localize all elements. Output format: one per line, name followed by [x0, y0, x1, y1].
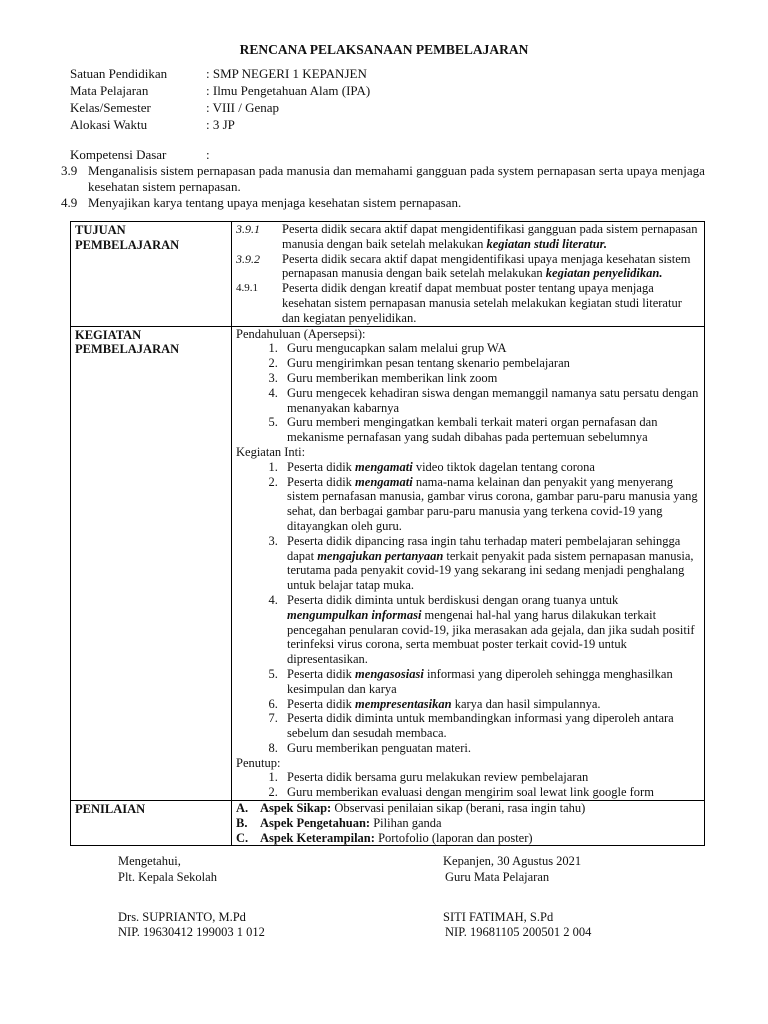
kompetensi-text: Menyajikan karya tentang upaya menjaga kesehatan sistem pernapasan.: [88, 195, 462, 210]
item-text: mengenai hal-hal yang harus dilakukan terkait pencegahan penularan covid-19, jika merasakan ada gejala, dan jika sudah positif terinfeksi virus corona, serta membuat poster terkait covid-19 untuk dipresentasikan.: [287, 607, 695, 667]
penilaian-content: [232, 801, 705, 846]
item-letter: B.: [236, 815, 248, 830]
penilaian-list: [236, 801, 700, 845]
list-item: 3. Guru memberikan memberikan link zoom: [281, 371, 700, 386]
tujuan-item: [236, 222, 700, 252]
inti-label: Kegiatan Inti:: [236, 444, 306, 459]
tujuan-content: [232, 222, 705, 327]
sign-left-line2: Plt. Kepala Sekolah: [118, 870, 217, 884]
list-item: [281, 711, 700, 741]
identity-row: [70, 66, 370, 83]
kompetensi-colon: :: [206, 147, 210, 162]
kompetensi-label: Kompetensi Dasar: [70, 147, 167, 162]
sign-left-name: Drs. SUPRIANTO, M.Pd: [118, 910, 246, 924]
penilaian-item: [236, 831, 700, 846]
penutup-label: Penutup:: [236, 755, 281, 770]
item-text: Peserta didik: [287, 696, 356, 711]
tujuan-emphasis: kegiatan studi literatur.: [486, 236, 607, 251]
list-item: [281, 697, 700, 712]
item-text: Pilihan ganda: [370, 815, 442, 830]
tujuan-num: 3.9.2: [236, 251, 260, 266]
item-emphasis: mengumpulkan informasi: [287, 607, 422, 622]
pendahuluan-label: Pendahuluan (Apersepsi):: [236, 326, 366, 341]
sign-left-line1: Mengetahui,: [118, 854, 181, 868]
list-item: [281, 534, 700, 593]
kegiatan-row: [71, 326, 705, 801]
penilaian-header: PENILAIAN: [71, 801, 232, 846]
identity-label: Kelas/Semester: [70, 100, 151, 115]
list-item: 2. Guru memberikan evaluasi dengan mengirim soal lewat link google form: [281, 785, 700, 800]
item-emphasis: mengamati: [355, 474, 413, 489]
rpp-table: [70, 221, 705, 846]
tujuan-row: [71, 222, 705, 327]
tujuan-header: TUJUAN PEMBELAJARAN: [71, 222, 232, 327]
item-text: video tiktok dagelan tentang corona: [412, 459, 595, 474]
sign-left-nip: NIP. 19630412 199003 1 012: [118, 925, 265, 939]
kompetensi-text: Menganalisis sistem pernapasan pada manusia dan memahami gangguan pada system pernapasan serta upaya menjaga kesehatan sistem pernapasan.: [88, 163, 705, 194]
identity-label: Satuan Pendidikan: [70, 66, 168, 81]
tujuan-text: Peserta didik dengan kreatif dapat membuat poster tentang upaya menjaga kesehatan sistem pernapasan manusia setelah melakukan kegiatan studi literatur dan kegiatan penyelidikan.: [282, 281, 682, 325]
item-emphasis: mengasosiasi: [355, 666, 424, 681]
identity-value: : 3 JP: [206, 117, 235, 132]
list-item: 2. Guru mengirimkan pesan tentang skenario pembelajaran: [281, 356, 700, 371]
item-text: karya dan hasil simpulannya.: [451, 696, 601, 711]
item-emphasis: mempresentasikan: [355, 696, 452, 711]
kompetensi-num: 4.9: [61, 195, 78, 210]
kegiatan-header: KEGIATAN PEMBELAJARAN: [71, 326, 232, 801]
identity-label: Alokasi Waktu: [70, 117, 148, 132]
item-label: Aspek Pengetahuan:: [260, 815, 371, 830]
sign-right-line1: Kepanjen, 30 Agustus 2021: [443, 854, 582, 868]
item-text: Portofolio (laporan dan poster): [374, 830, 533, 845]
penilaian-item: [236, 801, 700, 816]
sign-right-nip: NIP. 19681105 200501 2 004: [445, 925, 592, 939]
item-letter: C.: [236, 830, 249, 845]
item-text: Peserta didik diminta untuk berdiskusi dengan orang tuanya untuk: [287, 592, 619, 607]
tujuan-item: [236, 281, 700, 325]
item-emphasis: mengajukan pertanyaan: [317, 548, 444, 563]
identity-value: : SMP NEGERI 1 KEPANJEN: [206, 66, 367, 81]
document-title: RENCANA PELAKSANAAN PEMBELAJARAN: [239, 42, 529, 57]
pendahuluan-list: [236, 341, 700, 445]
tujuan-num: 3.9.1: [236, 222, 260, 236]
list-item: 1. Guru mengucapkan salam melalui grup WA: [281, 341, 700, 356]
penutup-list: [236, 770, 700, 800]
item-text: nama-nama kelainan dan penyakit yang menyerang sistem pernafasan manusia, gambar virus corona, gambar paru-paru manusia yang sehat, dan berbagai gambar paru-paru manusia yang terkena covid-19 yang ditayangkan oleh guru.: [287, 474, 698, 533]
item-label: Aspek Sikap:: [260, 801, 332, 816]
list-item: 4. Guru mengecek kehadiran siswa dengan memanggil namanya satu persatu dengan menanyakan kabarnya: [281, 386, 700, 416]
item-text: Peserta didik: [287, 459, 356, 474]
tujuan-emphasis: kegiatan penyelidikan.: [545, 266, 663, 281]
kegiatan-content: [232, 326, 705, 801]
list-item: [281, 667, 700, 697]
item-label: Aspek Keterampilan:: [260, 830, 375, 845]
item-text: Observasi penilaian sikap (berani, rasa ingin tahu): [331, 801, 586, 816]
identity-row: [70, 83, 370, 100]
item-letter: A.: [236, 801, 249, 816]
identity-value: : VIII / Genap: [206, 100, 280, 115]
item-text: Peserta didik: [287, 474, 356, 489]
penilaian-item: [236, 816, 700, 831]
item-text: Peserta didik diminta untuk membandingkan informasi yang diperoleh antara sebelum dan sesudah membaca.: [287, 711, 674, 741]
list-item: [281, 741, 700, 756]
identity-label: Mata Pelajaran: [70, 83, 149, 98]
sign-right-name: SITI FATIMAH, S.Pd: [443, 910, 554, 924]
kompetensi-item: [61, 163, 710, 195]
identity-value: : Ilmu Pengetahuan Alam (IPA): [206, 83, 371, 98]
item-text: Guru memberikan penguatan materi.: [287, 740, 471, 755]
identity-row: [70, 100, 370, 117]
tujuan-item: [236, 252, 700, 282]
list-item: [281, 460, 700, 475]
list-item: [281, 593, 700, 667]
identity-row: [70, 117, 370, 134]
item-text: informasi yang diperoleh sehingga menghasilkan kesimpulan dan karya: [287, 666, 673, 696]
list-item: [281, 475, 700, 534]
item-text: Peserta didik dipancing rasa ingin tahu terhadap materi pembelajaran sehingga dapat: [287, 533, 681, 563]
tujuan-text: Peserta didik secara aktif dapat mengidentifikasi gangguan pada sistem pernapasan manusia dengan baik setelah melakukan: [282, 222, 698, 251]
tujuan-num: 4.9.1: [236, 282, 258, 295]
sign-right-line2: Guru Mata Pelajaran: [445, 870, 550, 884]
tujuan-text: Peserta didik secara aktif dapat mengidentifikasi upaya menjaga kesehatan sistem pernapasan manusia dengan baik setelah melakukan: [282, 251, 691, 281]
item-text: Peserta didik: [287, 666, 356, 681]
kompetensi-dasar: [61, 147, 710, 211]
list-item: 1. Peserta didik bersama guru melakukan review pembelajaran: [281, 770, 700, 785]
list-item: 5. Guru memberi mengingatkan kembali terkait materi organ pernafasan dan mekanisme pernafasan yang sudah dibahas pada pertemuan sebelumnya: [281, 415, 700, 445]
kompetensi-num: 3.9: [61, 163, 78, 178]
penilaian-row: [71, 801, 705, 846]
kompetensi-item: [61, 195, 710, 211]
item-text: terkait penyakit pada sistem pernapasan manusia, terutama pada penyakit covid-19 yang sekarang ini sedang menjadi penghalang untuk belajar tatap muka.: [287, 548, 694, 593]
inti-list: [236, 460, 700, 756]
identity-block: [70, 66, 370, 134]
item-emphasis: mengamati: [355, 459, 413, 474]
